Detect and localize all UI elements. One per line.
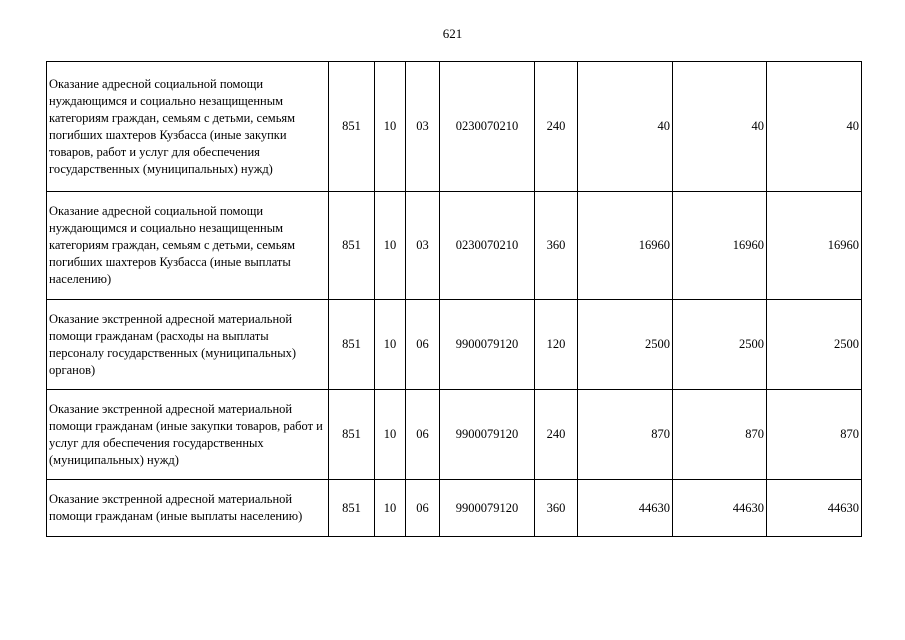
row-amount-3: 16960 — [767, 192, 862, 300]
row-amount-3: 2500 — [767, 300, 862, 390]
row-subsection: 03 — [406, 62, 440, 192]
row-grbs: 851 — [329, 300, 375, 390]
row-section: 10 — [375, 192, 406, 300]
row-grbs: 851 — [329, 192, 375, 300]
row-description: Оказание экстренной адресной материальной помощи гражданам (иные выплаты населению) — [47, 480, 329, 537]
row-amount-2: 16960 — [673, 192, 767, 300]
row-description: Оказание адресной социальной помощи нуждающимся и социально незащищенным категориям граждан, семьям с детьми, семьям погибших шахтеров Кузбасса (иные закупки товаров, работ и услуг для обеспечения государственных (муниципальных) нужд) — [47, 62, 329, 192]
row-section: 10 — [375, 62, 406, 192]
row-amount-1: 40 — [578, 62, 673, 192]
row-amount-2: 2500 — [673, 300, 767, 390]
row-target-article: 0230070210 — [440, 192, 535, 300]
row-amount-1: 44630 — [578, 480, 673, 537]
row-amount-2: 44630 — [673, 480, 767, 537]
table-row — [47, 192, 862, 300]
row-target-article: 9900079120 — [440, 390, 535, 480]
row-grbs: 851 — [329, 390, 375, 480]
row-description: Оказание экстренной адресной материальной помощи гражданам (иные закупки товаров, работ и услуг для обеспечения государственных (муниципальных) нужд) — [47, 390, 329, 480]
row-section: 10 — [375, 390, 406, 480]
table-row — [47, 480, 862, 537]
row-section: 10 — [375, 480, 406, 537]
row-expense-type: 240 — [535, 62, 578, 192]
row-target-article: 9900079120 — [440, 300, 535, 390]
row-grbs: 851 — [329, 480, 375, 537]
row-subsection: 03 — [406, 192, 440, 300]
table-row — [47, 390, 862, 480]
row-amount-1: 2500 — [578, 300, 673, 390]
row-expense-type: 240 — [535, 390, 578, 480]
table-row — [47, 62, 862, 192]
page-number: 621 — [442, 26, 463, 41]
row-amount-3: 40 — [767, 62, 862, 192]
table-row — [47, 300, 862, 390]
row-target-article: 0230070210 — [440, 62, 535, 192]
row-amount-1: 870 — [578, 390, 673, 480]
row-section: 10 — [375, 300, 406, 390]
row-expense-type: 360 — [535, 192, 578, 300]
row-target-article: 9900079120 — [440, 480, 535, 537]
row-subsection: 06 — [406, 390, 440, 480]
row-subsection: 06 — [406, 480, 440, 537]
row-expense-type: 120 — [535, 300, 578, 390]
row-amount-2: 40 — [673, 62, 767, 192]
row-amount-3: 44630 — [767, 480, 862, 537]
row-description: Оказание адресной социальной помощи нуждающимся и социально незащищенным категориям граждан, семьям с детьми, семьям погибших шахтеров Кузбасса (иные выплаты населению) — [47, 192, 329, 300]
row-expense-type: 360 — [535, 480, 578, 537]
row-amount-1: 16960 — [578, 192, 673, 300]
row-subsection: 06 — [406, 300, 440, 390]
row-description: Оказание экстренной адресной материальной помощи гражданам (расходы на выплаты персоналу государственных (муниципальных) органов) — [47, 300, 329, 390]
row-amount-2: 870 — [673, 390, 767, 480]
budget-table — [46, 61, 862, 537]
row-amount-3: 870 — [767, 390, 862, 480]
row-grbs: 851 — [329, 62, 375, 192]
